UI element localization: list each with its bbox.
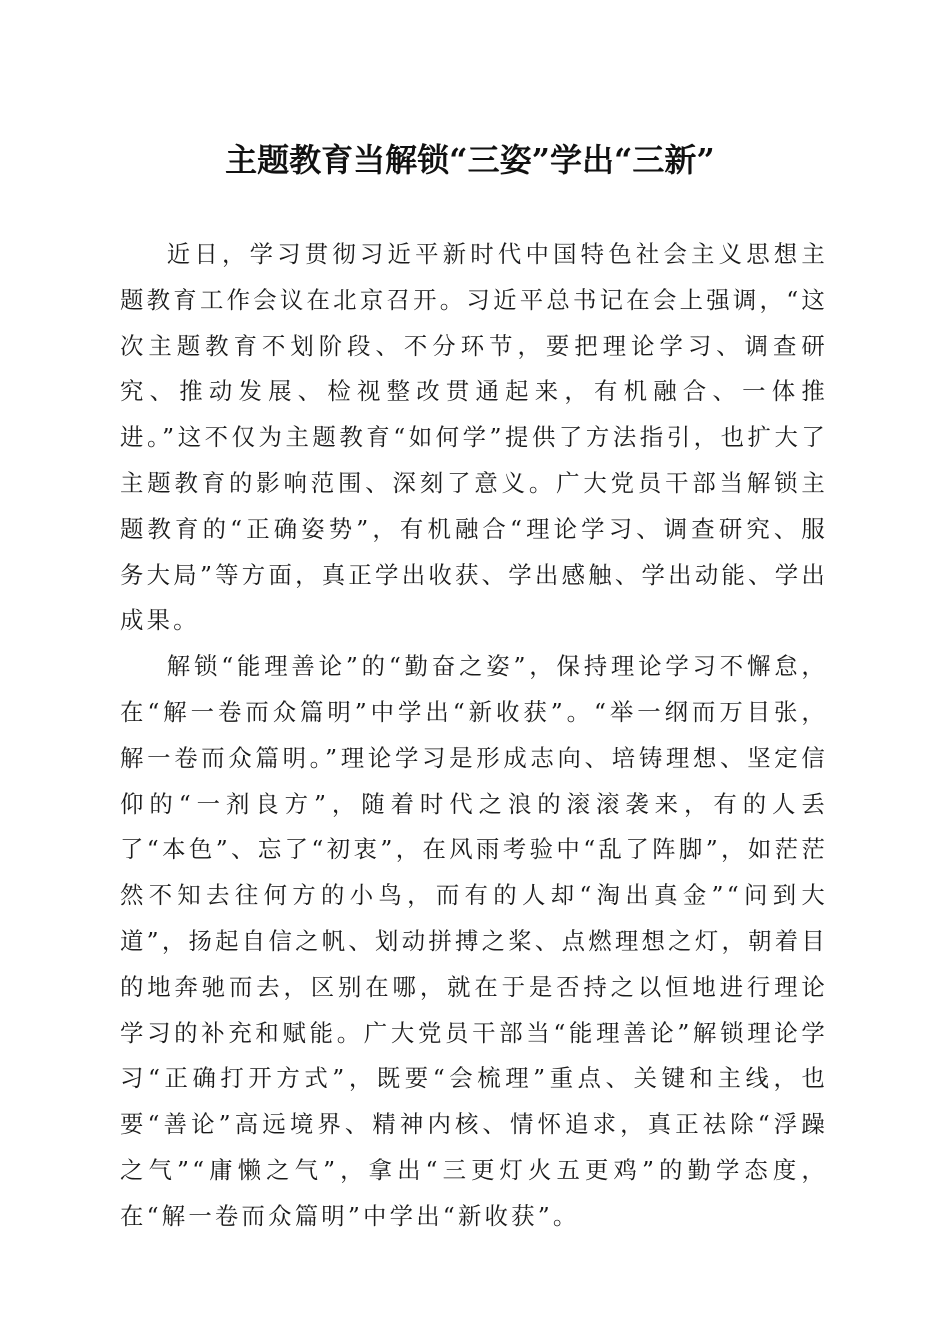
document-body — [120, 232, 828, 1240]
paragraph-intro: 近日，学习贯彻习近平新时代中国特色社会主义思想主题教育工作会议在北京召开。习近平总书记在会上强调，“这次主题教育不划阶段、不分环节，要把理论学习、调查研究、推动发展、检视整改贯通起来，有机融合、一体推进。”这不仅为主题教育“如何学”提供了方法指引，也扩大了主题教育的影响范围、深刻了意义。广大党员干部当解锁主题教育的“正确姿势”，有机融合“理论学习、调查研究、服务大局”等方面，真正学出收获、学出感触、学出动能、学出成果。 — [120, 240, 828, 635]
document-title: 主题教育当解锁“三姿”学出“三新” — [225, 141, 715, 179]
paragraph-theory-study: 解锁“能理善论”的“勤奋之姿”，保持理论学习不懈怠，在“解一卷而众篇明”中学出“新收获”。“举一纲而万目张，解一卷而众篇明。”理论学习是形成志向、培铸理想、坚定信仰的“一剂良方”，随着时代之浪的滚滚袭来，有的人丢了“本色”、忘了“初衷”，在风雨考验中“乱了阵脚”，如茫茫然不知去往何方的小鸟，而有的人却“淘出真金”“问到大道”，扬起自信之帆、划动拼搏之桨、点燃理想之灯，朝着目的地奔驰而去，区别在哪，就在于是否持之以恒地进行理论学习的补充和赋能。广大党员干部当“能理善论”解锁理论学习“正确打开方式”，既要“会梳理”重点、关键和主线，也要“善论”高远境界、精神内核、情怀追求，真正祛除“浮躁之气”“庸懒之气”，拿出“三更灯火五更鸡”的勤学态度，在“解一卷而众篇明”中学出“新收获”。 — [120, 652, 828, 1230]
